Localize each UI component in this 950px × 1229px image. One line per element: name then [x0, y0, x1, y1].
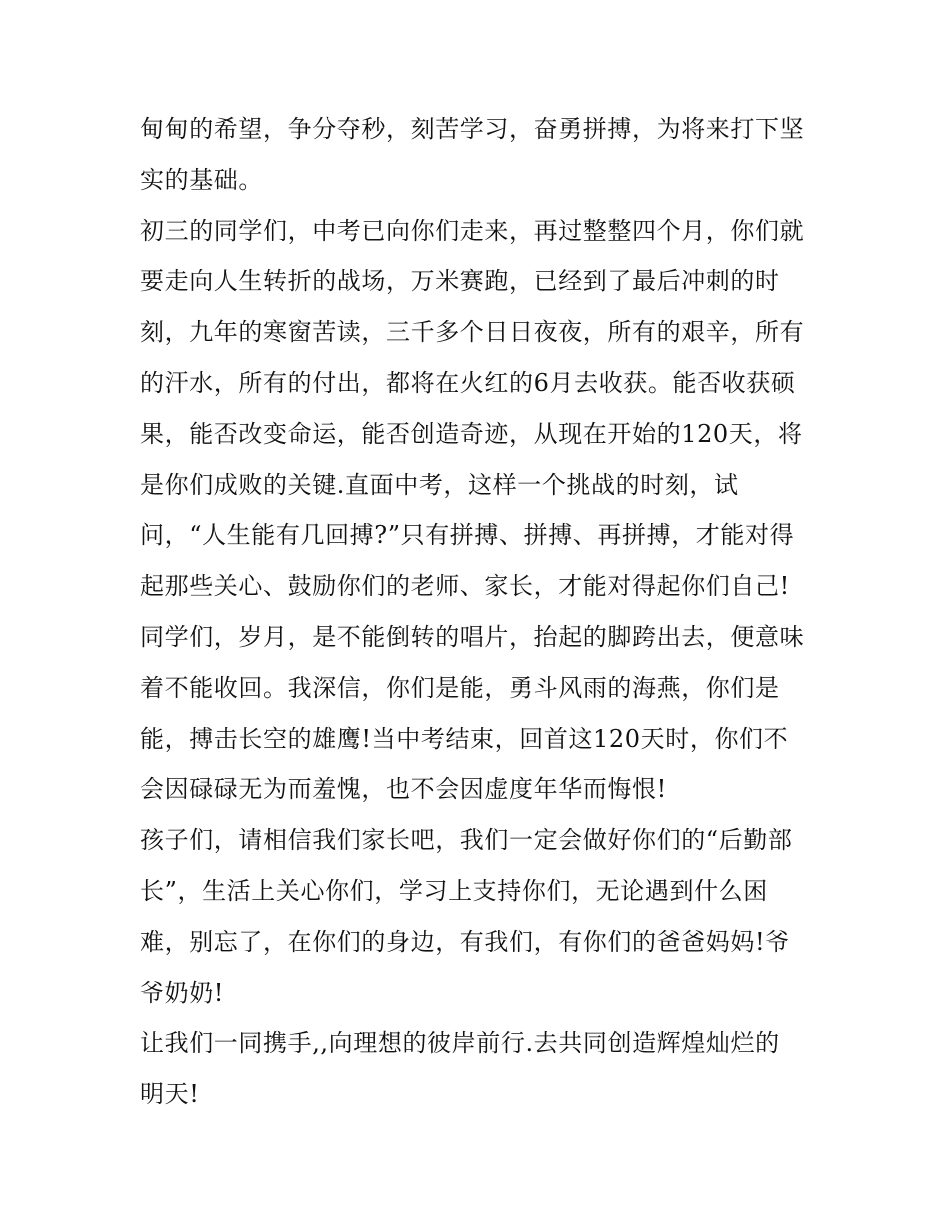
- text-line: 难，别忘了，在你们的身边，有我们，有你们的爸爸妈妈!爷: [140, 927, 790, 956]
- text-line: 长”，生活上关心你们，学习上支持你们，无论遇到什么困: [140, 876, 768, 905]
- text-line: 甸甸的希望，争分夺秒，刻苦学习，奋勇拼搏，为将来打下坚: [140, 115, 805, 143]
- document-body: [140, 104, 830, 1120]
- text-line: 刻，九年的寒窗苦读，三千多个日日夜夜，所有的艰辛，所有: [140, 318, 805, 347]
- text-line: 明天!: [140, 1080, 200, 1109]
- text-line: 要走向人生转折的战场，万米赛跑，已经到了最后冲刺的时: [140, 267, 780, 296]
- text-line: 起那些关心、鼓励你们的老师、家长，才能对得起你们自己!: [140, 572, 790, 601]
- text-line: 能，搏击长空的雄鹰!当中考结束，回首这120天时，你们不: [140, 724, 789, 753]
- text-line: 爷奶奶!: [140, 978, 225, 1007]
- text-line: 的汗水，所有的付出，都将在火红的6月去收获。能否收获硕: [140, 368, 796, 397]
- text-line: 会因碌碌无为而羞愧，也不会因虚度年华而悔恨!: [140, 775, 667, 804]
- text-line: 让我们一同携手,,向理想的彼岸前行.去共同创造辉煌灿烂的: [140, 1029, 780, 1058]
- text-line: 是你们成败的关键.直面中考，这样一个挑战的时刻，试: [140, 470, 739, 499]
- text-line: 孩子们，请相信我们家长吧，我们一定会做好你们的“后勤部: [140, 826, 793, 855]
- text-line: 同学们，岁月，是不能倒转的唱片，抬起的脚跨出去，便意味: [140, 622, 805, 651]
- text-line: 初三的同学们，中考已向你们走来，再过整整四个月，你们就: [140, 216, 805, 245]
- text-line: 果，能否改变命运，能否创造奇迹，从现在开始的120天，将: [140, 419, 803, 448]
- text-line: 着不能收回。我深信，你们是能，勇斗风雨的海燕，你们是: [140, 673, 780, 702]
- text-line: 实的基础。: [140, 165, 263, 194]
- text-line: 问，“人生能有几回搏?”只有拼搏、拼搏、再拼搏，才能对得: [140, 521, 795, 550]
